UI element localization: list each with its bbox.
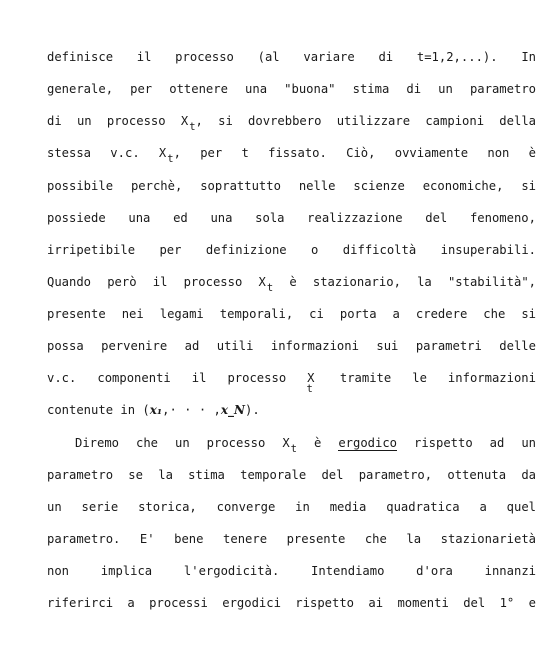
text-line-15: [47, 495, 536, 519]
subscript: t: [189, 121, 196, 133]
line-text: un serie storica, converge in media quadratica a quel: [47, 500, 536, 514]
line-text: possiede una ed una sola realizzazione del fenomeno,: [47, 211, 536, 225]
text-line-9: [47, 302, 536, 326]
line-text: rispetto ad un: [397, 436, 537, 450]
text-line-6: [47, 206, 536, 230]
text-line-2: [47, 77, 536, 101]
text-line-13: [75, 431, 536, 455]
line-text: definisce il processo (al variare di t=1,2,...). In: [47, 50, 536, 64]
line-text: parametro se la stima temporale del parametro, ottenuta da: [47, 468, 536, 482]
text-line-4: [47, 141, 536, 165]
text-line-5: [47, 174, 536, 198]
line-text: generale, per ottenere una "buona" stima di un parametro: [47, 82, 536, 96]
text-line-8: [47, 270, 536, 294]
subscript: t: [306, 383, 313, 395]
subscript: t: [266, 282, 274, 294]
text-line-18: [47, 591, 536, 615]
line-text: contenute in (: [47, 403, 150, 417]
text-line-16: [47, 527, 536, 551]
subscript: t: [290, 443, 297, 455]
line-text: Quando però il processo X: [47, 275, 266, 289]
line-text: è: [297, 436, 339, 450]
text-line-11: [47, 366, 536, 395]
text-line-14: [47, 463, 536, 487]
line-text: parametro. E' bene tenere presente che la stazionarietà: [47, 532, 536, 546]
line-text: irripetibile per definizione o difficoltà insuperabili.: [47, 243, 536, 257]
line-text: Diremo che un processo X: [75, 436, 290, 450]
line-text: , si dovrebbero utilizzare campioni della: [195, 114, 536, 128]
handwritten-symbol: x_N: [220, 403, 245, 417]
handwritten-symbol: x₁: [149, 403, 163, 417]
line-text: possibile perchè, soprattutto nelle scienze economiche, si: [47, 179, 536, 193]
text-line-10: [47, 334, 536, 358]
line-text: stessa v.c. X: [47, 146, 167, 160]
line-text: ).: [244, 403, 260, 417]
line-text: v.c. componenti il processo X: [47, 371, 315, 385]
subscript: t: [167, 153, 174, 165]
line-text: , per t fissato. Ciò, ovviamente non è: [173, 146, 537, 160]
line-text: non implica l'ergodicità. Intendiamo d'ora innanzi: [47, 564, 536, 578]
text-line-3: [47, 109, 536, 133]
line-text: di un processo X: [47, 114, 189, 128]
line-text: riferirci a processi ergodici rispetto ai momenti del 1° e: [47, 596, 536, 610]
text-line-17: [47, 559, 536, 583]
line-text: presente nei legami temporali, ci porta a credere che si: [47, 307, 536, 321]
line-text: ,· · · ,: [162, 403, 221, 417]
line-text: è stazionario, la "stabilità",: [273, 275, 537, 289]
line-text: tramite le informazioni: [318, 371, 536, 385]
underlined-term: ergodico: [338, 436, 398, 450]
line-text: possa pervenire ad utili informazioni sui parametri delle: [47, 339, 536, 353]
text-line-1: [47, 45, 536, 69]
text-line-12: [47, 398, 536, 422]
text-line-7: [47, 238, 536, 262]
